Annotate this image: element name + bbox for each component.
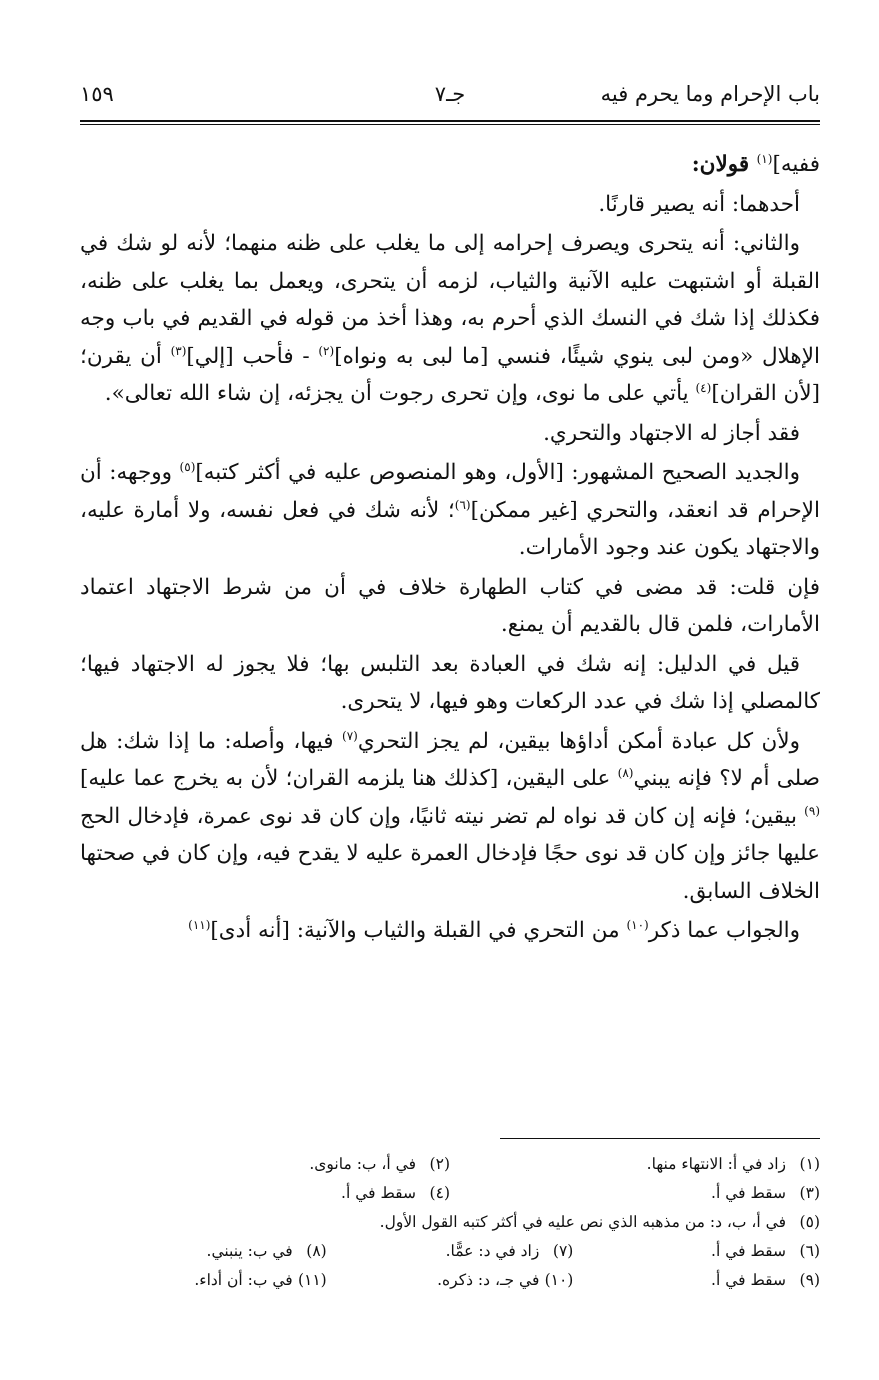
footnote-ref: (٢) (318, 343, 335, 358)
paragraph: قيل في الدليل: إنه شك في العبادة بعد التلبس بها؛ فلا يجوز له الاجتهاد فيها؛ كالمصلي إذا شك في عدد الركعات وهو فيها، لا يتحرى. (80, 651, 820, 714)
footnote-number: (١٠) (544, 1271, 574, 1289)
running-header (80, 82, 820, 118)
header-rule (80, 120, 820, 122)
header-rule-thin (80, 124, 820, 125)
footnote-row (80, 1237, 820, 1266)
footnote-text: زاد في د: عمًّا. (445, 1242, 540, 1260)
footnote-ref: (٨) (617, 765, 634, 780)
paragraph (80, 225, 820, 413)
footnote-ref: (٧) (342, 728, 358, 743)
footnote-row (80, 1150, 820, 1179)
footnote-3 (450, 1179, 820, 1208)
text-run: أن يقرن؛ [لأن القران] (80, 343, 820, 406)
text-run: من التحري في القبلة والثياب والآنية: [أنه أدى] (210, 918, 627, 943)
footnote-text: في جـ، د: ذكره. (437, 1271, 540, 1289)
footnote-text: سقط في أ. (711, 1242, 786, 1260)
footnote-ref: (٥) (179, 459, 196, 474)
footnote-text: سقط في أ. (711, 1271, 786, 1289)
footnote-text: في ب: ينبني. (206, 1242, 293, 1260)
text-run: على اليقين، [كذلك هنا يلزمه القران؛ لأن به يخرج عما عليه] (80, 766, 618, 791)
footnote-1 (450, 1150, 820, 1179)
footnote-text: زاد في أ: الانتهاء منها. (646, 1155, 786, 1173)
footnote-row (80, 1179, 820, 1208)
text-run: - فأحب [إلي] (186, 343, 319, 369)
text-run: والثاني: أنه يتحرى ويصرف إحرامه إلى ما يغلب على ظنه منهما؛ لأنه لو شك في القبلة أو اشتبهت عليه الآنية والثياب، لزمه أن يتحرى، ويعمل بما يغلب على ظنه، فكذلك إذا شك في النسك الذي أحرم به، وهذا أخذ من قوله في القديم في باب وجه الإهلال «ومن لبى ينوي شيئًا، فنسي [ما لبى به ونواه] (80, 231, 821, 369)
paragraph: فإن قلت: قد مضى في كتاب الطهارة خلاف في أن من شرط الاجتهاد اعتماد الأمارات، فلمن قال بالقديم أن يمنع. (80, 574, 820, 637)
main-text (80, 146, 820, 952)
footnote-ref: (٩) (804, 803, 820, 818)
footnote-ref: (١) (756, 151, 773, 166)
footnote-text: في أ، ب، د: من مذهبه الذي نص عليه في أكثر كتبه القول الأول. (379, 1213, 786, 1231)
footnote-number: (٧) (552, 1242, 574, 1260)
paragraph: فقد أجاز له الاجتهاد والتحري. (543, 420, 800, 446)
text-run: والجديد الصحيح المشهور: [الأول، وهو المنصوص عليه في أكثر كتبه] (195, 460, 800, 485)
footnote-number: (٨) (306, 1242, 327, 1260)
footnote-6 (573, 1237, 820, 1266)
footnote-text: سقط في أ. (341, 1184, 416, 1202)
paragraph (80, 912, 820, 950)
footnote-ref: (٤) (695, 380, 712, 395)
footnote-2 (80, 1150, 450, 1179)
footnote-ref: (١٠) (626, 917, 649, 932)
footnote-number: (٩) (799, 1271, 820, 1289)
footnote-5 (80, 1208, 820, 1237)
text-run: بيقين؛ فإنه إن كان قد نواه لم تضر نيته ثانيًا، وإن كان قد نوى عمرة، فإدخال الحج عليها جائز وإن كان قد نوى حجًا فإدخال العمرة عليه لا يقدح فيه، وإن كان في صحتها الخلاف السابق. (80, 803, 820, 904)
footnote-row (80, 1266, 820, 1295)
text-run: ووجهه: أن الإحرام قد انعقد، والتحري [غير ممكن] (80, 460, 820, 523)
paragraph: أحدهما: أنه يصير قارنًا. (598, 191, 800, 217)
book-page (80, 0, 820, 1380)
paragraph (80, 146, 820, 184)
page-number: ١٥٩ (80, 82, 114, 106)
text-run: ؛ لأنه شك في فعل نفسه، ولا أمارة عليه، والاجتهاد يكون عند وجود الأمارات. (80, 497, 820, 560)
text-run: ففيه] (772, 152, 820, 177)
footnote-row (80, 1208, 820, 1237)
footnote-8 (80, 1237, 327, 1266)
footnote-text: سقط في أ. (711, 1184, 786, 1202)
chapter-title: باب الإحرام وما يحرم فيه (600, 82, 820, 106)
footnote-4 (80, 1179, 450, 1208)
text-run: والجواب عما ذكر (648, 918, 800, 943)
footnote-ref: (٣) (170, 343, 187, 358)
footnote-7 (327, 1237, 574, 1266)
footnote-number: (٦) (799, 1242, 820, 1260)
footnote-number: (٢) (429, 1155, 450, 1173)
footnote-number: (٣) (799, 1184, 820, 1202)
paragraph (80, 454, 820, 567)
text-run: ولأن كل عبادة أمكن أداؤها بيقين، لم يجز التحري (357, 728, 800, 754)
footnote-text: في أ، ب: مانوى. (309, 1155, 416, 1173)
footnote-number: (١) (799, 1155, 820, 1173)
paragraph (80, 723, 820, 911)
volume-label: جـ٧ (434, 82, 466, 106)
footnotes (80, 1150, 820, 1295)
footnote-number: (٤) (429, 1184, 450, 1202)
footnote-text: في ب: أن أداء. (194, 1271, 293, 1289)
footnote-number: (٥) (799, 1213, 820, 1231)
footnote-9 (573, 1266, 820, 1295)
bold-text: قولان: (691, 152, 757, 177)
footnote-number: (١١) (297, 1271, 327, 1289)
footnote-ref: (٦) (454, 497, 471, 512)
footnote-10 (327, 1266, 574, 1295)
text-run: يأتي على ما نوى، وإن تحرى رجوت أن يجزئه، إن شاء الله تعالى». (104, 381, 696, 406)
text-run: فيها، وأصله: ما إذا شك: هل صلى أم لا؟ فإنه يبني (80, 728, 821, 791)
footnote-separator (500, 1138, 820, 1139)
footnote-11 (80, 1266, 327, 1295)
footnote-ref: (١١) (188, 917, 211, 932)
